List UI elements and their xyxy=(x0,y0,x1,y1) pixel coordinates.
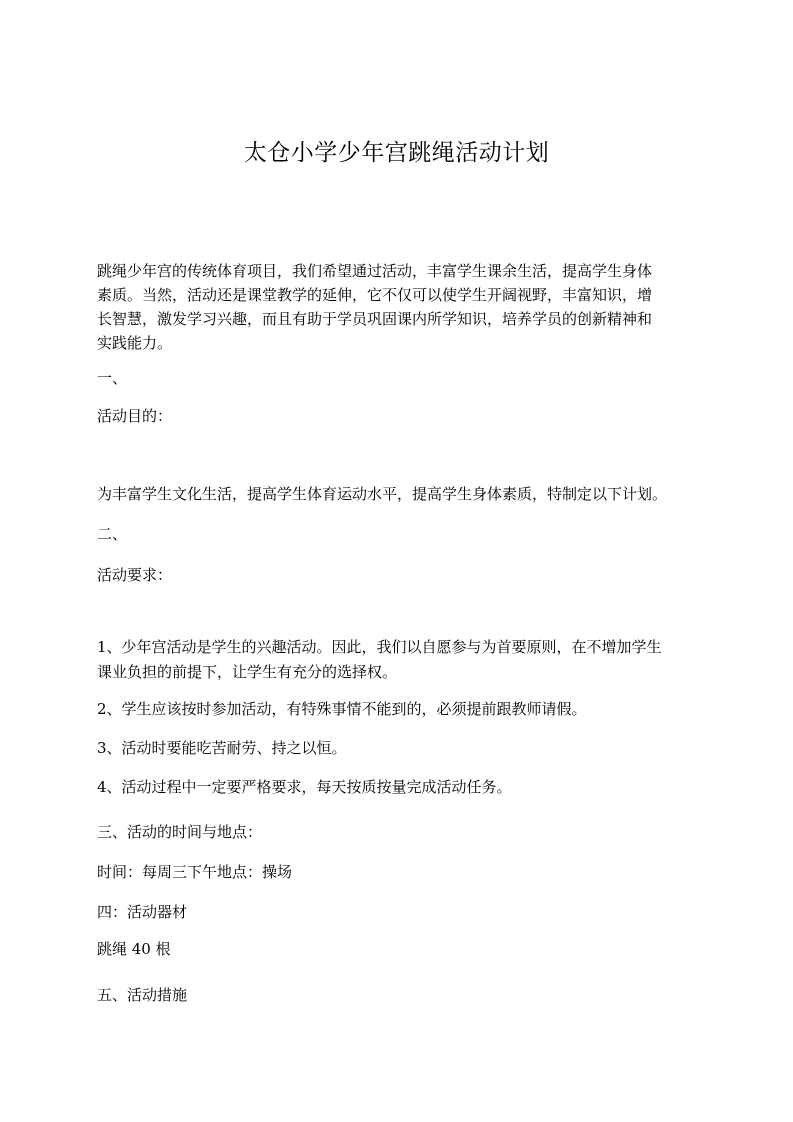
section-4-heading: 四：活动器材 xyxy=(97,903,188,921)
intro-line: 实践能力。 xyxy=(97,334,173,352)
section-3-text: 时间：每周三下午地点：操场 xyxy=(97,863,293,881)
requirement-item-2: 2、学生应该按时参加活动，有特殊事情不能到的，必须提前跟教师请假。 xyxy=(97,700,587,718)
section-1-number: 一、 xyxy=(97,369,128,387)
section-2-heading: 活动要求： xyxy=(97,566,173,584)
requirement-item-3: 3、活动时要能吃苦耐劳、持之以恒。 xyxy=(97,739,347,757)
intro-line: 素质。当然，活动还是课堂教学的延伸，它不仅可以使学生开阔视野，丰富知识，增 xyxy=(97,286,653,304)
section-5-heading: 五、活动措施 xyxy=(97,986,188,1004)
document-title: 太仓小学少年宫跳绳活动计划 xyxy=(243,140,550,166)
section-3-heading: 三、活动的时间与地点： xyxy=(97,823,263,841)
requirement-item-1-line: 课业负担的前提下，让学生有充分的选择权。 xyxy=(97,663,398,681)
section-4-text: 跳绳 40 根 xyxy=(97,940,171,958)
section-1-heading: 活动目的： xyxy=(97,407,173,425)
requirement-item-1-line: 1、少年宫活动是学生的兴趣活动。因此，我们以自愿参与为首要原则，在不增加学生 xyxy=(97,638,662,656)
section-2-number: 二、 xyxy=(97,525,128,543)
intro-line: 跳绳少年宫的传统体育项目，我们希望通过活动，丰富学生课余生活，提高学生身体 xyxy=(97,262,653,280)
requirement-item-4: 4、活动过程中一定要严格要求，每天按质按量完成活动任务。 xyxy=(97,778,512,796)
section-1-text: 为丰富学生文化生活，提高学生体育运动水平，提高学生身体素质，特制定以下计划。 xyxy=(97,485,668,503)
intro-line: 长智慧，激发学习兴趣，而且有助于学员巩固课内所学知识，培养学员的创新精神和 xyxy=(97,310,653,328)
